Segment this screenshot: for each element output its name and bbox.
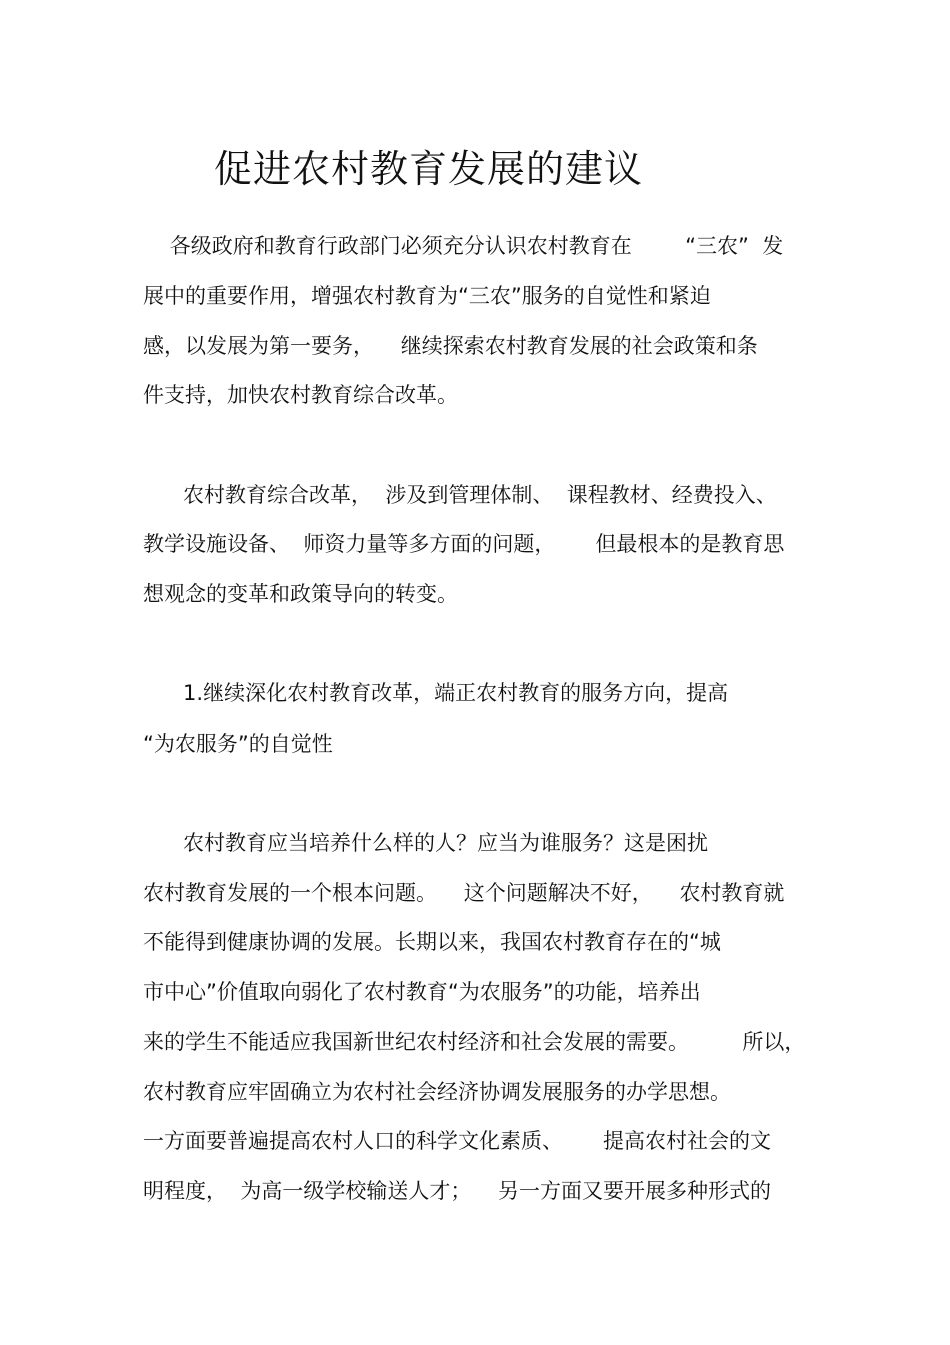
paragraph-2-line-3: 想观念的变革和政策导向的转变。 — [143, 582, 458, 606]
paragraph-1-line-3: 感，以发展为第一要务， 继续探索农村教育发展的社会政策和条 — [143, 334, 758, 358]
section-heading-line-1: 1.继续深化农村教育改革，端正农村教育的服务方向，提高 — [143, 681, 729, 705]
paragraph-2-line-1: 农村教育综合改革， 涉及到管理体制、 课程教材、经费投入、 — [143, 483, 777, 507]
paragraph-3-line-7: 一方面要普遍提高农村人口的科学文化素质、 提高农村社会的文 — [143, 1129, 772, 1153]
paragraph-3-line-1: 农村教育应当培养什么样的人？应当为谁服务？这是困扰 — [143, 831, 709, 855]
document-title: 促进农村教育发展的建议 — [214, 147, 644, 191]
paragraph-3-line-3: 不能得到健康协调的发展。长期以来，我国农村教育存在的“城 — [143, 930, 721, 954]
paragraph-3-line-8: 明程度， 为高一级学校输送人才； 另一方面又要开展多种形式的 — [143, 1179, 772, 1203]
paragraph-2-line-2: 教学设施设备、 师资力量等多方面的问题， 但最根本的是教育思 — [143, 532, 785, 556]
paragraph-1-line-4: 件支持，加快农村教育综合改革。 — [143, 383, 458, 407]
paragraph-1-line-2: 展中的重要作用，增强农村教育为“三农”服务的自觉性和紧迫 — [143, 284, 711, 308]
paragraph-3-line-2: 农村教育发展的一个根本问题。 这个问题解决不好， 农村教育就 — [143, 881, 785, 905]
paragraph-3-line-4: 市中心”价值取向弱化了农村教育“为农服务”的功能，培养出 — [143, 980, 701, 1004]
paragraph-1-line-1: 各级政府和教育行政部门必须充分认识农村教育在 “三农” 发 — [143, 234, 784, 258]
paragraph-3-line-5: 来的学生不能适应我国新世纪农村经济和社会发展的需要。 所以， — [143, 1030, 806, 1054]
section-heading-line-2: “为农服务”的自觉性 — [143, 732, 333, 756]
paragraph-3-line-6: 农村教育应牢固确立为农村社会经济协调发展服务的办学思想。 — [143, 1080, 731, 1104]
